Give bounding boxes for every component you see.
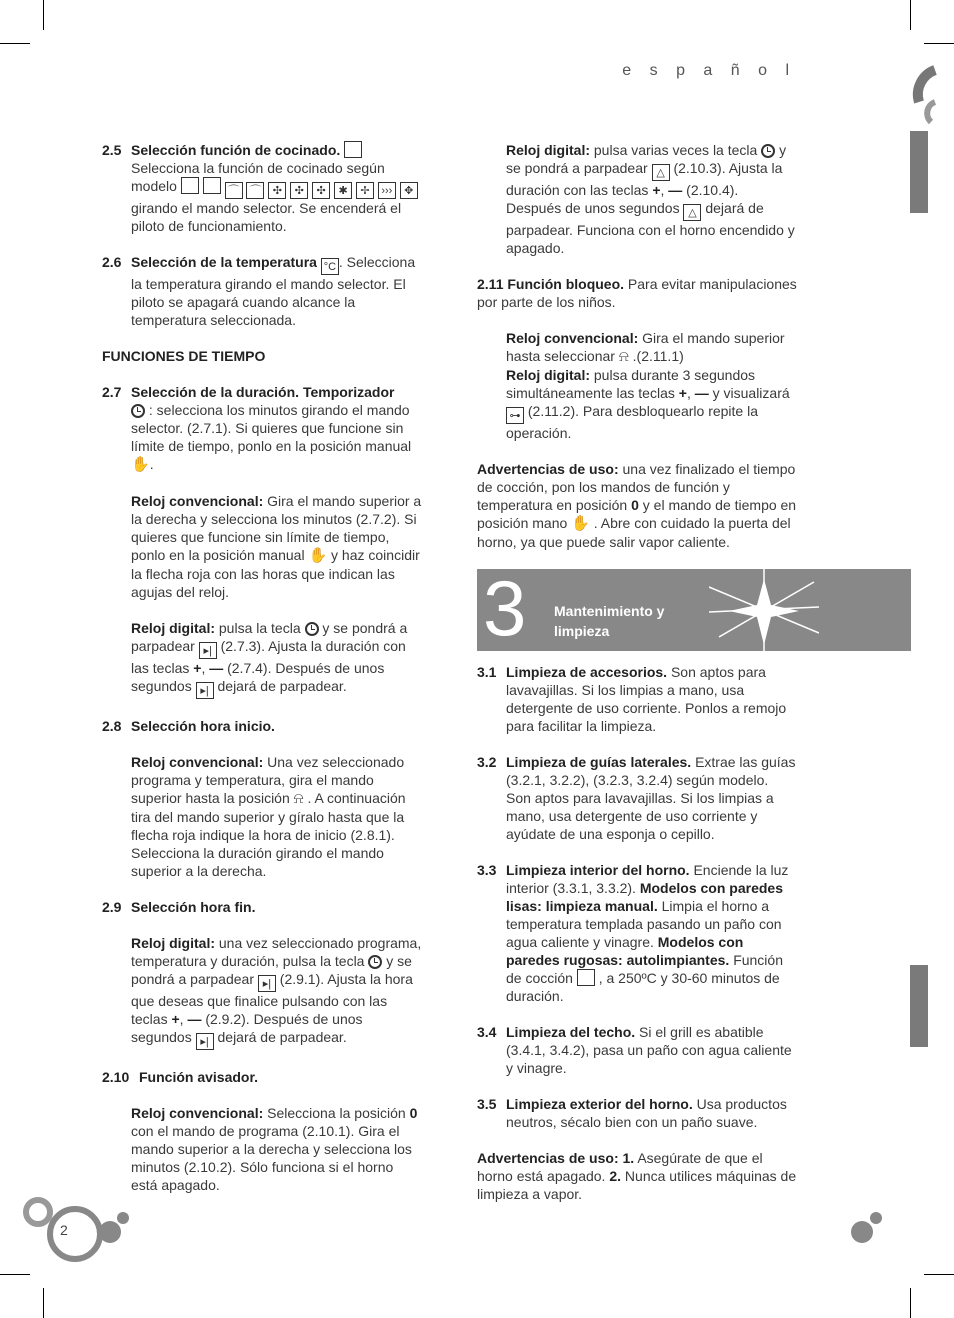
section-2-6: 2.6 Selección de la temperatura °C . Selecciona la temperatura girando el mando selector. El piloto se apagará cuando alcance la temperatura seleccionada. [102, 254, 416, 328]
crop-mark [910, 1288, 911, 1318]
bottom-heat-icon [181, 177, 199, 194]
end-time-icon: ▸| [258, 975, 276, 992]
section-title: Mantenimiento y limpieza [554, 603, 665, 639]
page-number: 2 [60, 1222, 68, 1238]
hand-icon: ✋ [571, 515, 590, 532]
fan-icon: ✣ [268, 182, 286, 199]
heading-time-functions: FUNCIONES DE TIEMPO [102, 348, 266, 364]
clock-icon [305, 622, 319, 636]
section-2-8: 2.8 Selección hora inicio. Reloj convencional: Una vez seleccionado programa y temperatura, gira el mando superior hasta la posición ⍾ . A continuación tira del mando superior y gíralo hasta que la flecha roja indique la hora de inicio (2.8.1). Selecciona la duración girando el mando superior a la derecha. [102, 718, 406, 879]
section-number: 3 [483, 564, 527, 652]
decor-circle-icon [905, 62, 954, 132]
plus-icon: + [171, 1011, 180, 1027]
clock-icon [368, 955, 382, 969]
duration-icon: ▸| [196, 682, 214, 699]
crop-mark [0, 1274, 30, 1275]
crop-mark [924, 1274, 954, 1275]
crop-mark [924, 43, 954, 44]
right-column-lower [477, 663, 797, 1203]
plus-icon: + [652, 182, 661, 198]
cooking-function-icon [344, 141, 362, 158]
eco-icon: ››› [378, 182, 396, 199]
fan-grill-icon: ✣ [290, 182, 308, 199]
crop-mark [910, 0, 911, 30]
clock-icon [761, 144, 775, 158]
bell-icon: ⍾ [618, 348, 629, 365]
section-2-11: 2.11 Función bloqueo. Para evitar manipulaciones por parte de los niños. Reloj convencional: Gira el mando superior hasta seleccionar ⍾ .(2.11.1) Reloj digital: pulsa durante 3 segundos simultáneamente las teclas +, — y visualizará ⊶ (2.11.2). Para desbloquearlo repite la operación. [477, 276, 797, 441]
duration-icon: ▸| [199, 642, 217, 659]
section-3-header [477, 564, 911, 652]
warning-2: Advertencias de uso: 1. Asegúrate de que el horno está apagado. 2. Nunca utilices máquinas de limpieza a vapor. [477, 1150, 797, 1202]
fan-heat-icon: ✣ [312, 182, 330, 199]
bell-display-icon: △ [652, 164, 670, 181]
warning-1: Advertencias de uso: una vez finalizado el tiempo de cocción, pon los mandos de función y temperatura en posición 0 y el mando de tiempo en posición mano ✋ . Abre con cuidado la puerta del horno, ya que puede salir vapor caliente. [477, 461, 797, 550]
section-3-5: 3.5 Limpieza exterior del horno. Usa productos neutros, sécalo bien con un paño suave. [477, 1096, 787, 1130]
crop-mark [0, 43, 30, 44]
hand-icon: ✋ [131, 456, 150, 473]
crop-mark [43, 0, 44, 30]
pizza-icon: ✥ [400, 182, 418, 199]
crop-mark [43, 1288, 44, 1318]
defrost-icon: ✱ [334, 182, 352, 199]
section-3-4: 3.4 Limpieza del techo. Si el grill es abatible (3.4.1, 3.4.2), pasa un paño con agua caliente y vinagre. [477, 1024, 792, 1076]
plus-icon: + [678, 385, 687, 401]
section-2-9: 2.9 Selección hora fin. Reloj digital: una vez seleccionado programa, temperatura y duración, pulsa la tecla y se pondrá a parpadear ▸| (2.9.1). Ajusta la hora que deseas que finalice pulsando con las teclas +, — (2.9.2). Después de unos segundos ▸| dejará de parpadear. [102, 899, 422, 1048]
language-label: e s p a ñ o l [622, 62, 796, 79]
turbo-icon: ✢ [356, 182, 374, 199]
grill-icon: ⌒ [225, 182, 243, 199]
cooking-function-icon [577, 969, 595, 986]
key-lock-icon: ⊶ [506, 407, 524, 424]
grill-wide-icon: ⌒ [246, 182, 264, 199]
clock-icon [131, 404, 145, 418]
minus-icon: — [187, 1011, 202, 1027]
hand-icon: ✋ [308, 547, 328, 564]
minus-icon: — [694, 385, 709, 401]
section-3-3: 3.3 Limpieza interior del horno. Enciende la luz interior (3.3.1, 3.3.2). Modelos con paredes lisas: limpieza manual. Limpia el horno a temperatura templada pasando un paño con agua caliente y vinagre. Modelos con paredes rugosas: autolimpiantes. Función de cocción , a 250ºC y 30-60 minutos de duración. [477, 862, 789, 1004]
minus-icon: — [668, 182, 683, 198]
section-2-7: 2.7 Selección de la duración. Temporizador : selecciona los minutos girando el mando selector. (2.7.1). Si quieres que funcione sin límite de tiempo, ponlo en la posición manual ✋. Reloj convencional: Gira el mando superior a la derecha y selecciona los minutos (2.7.2). Si quieres que funcione sin límite de tiempo, ponlo en la posición manual ✋ y haz coincidir la flecha roja con las horas que indican las agujas del reloj. Reloj digital: pulsa la tecla y se pondrá a parpadear ▸| (2.7.3). Ajusta la duración con las teclas +, — (2.7.4). Después de unos segundos ▸| dejará de parpadear. [102, 384, 422, 697]
end-time-icon: ▸| [196, 1033, 214, 1050]
bell-icon: ⍾ [293, 790, 304, 807]
section-2-10-digital: Reloj digital: pulsa varias veces la tecla y se pondrá a parpadear △ (2.10.3). Ajusta la duración con las teclas +, — (2.10.4). Después de unos segundos △ dejará de parpadear. Funciona con el horno encendido y apagado. [506, 142, 795, 256]
section-3-2: 3.2 Limpieza de guías laterales. Extrae las guías (3.2.1, 3.2.2), (3.2.3, 3.2.4) según modelo. Son aptos para lavavajillas. Si los limpias a mano, usa detergente de uso corriente y ayúdate de una esponja o cepillo. [477, 754, 796, 842]
minus-icon: — [209, 660, 224, 676]
side-tab [910, 965, 928, 1047]
temperature-icon: °C [321, 258, 339, 275]
section-3-1: 3.1 Limpieza de accesorios. Son aptos para lavavajillas. Si los limpias a mano, usa detergente de uso corriente. Ponlos a remojo para facilitar la limpieza. [477, 664, 787, 734]
left-column [102, 141, 422, 1212]
bell-display-icon: △ [683, 204, 701, 221]
right-column [477, 141, 797, 569]
page-number-circle-icon [20, 1190, 135, 1270]
plus-icon: + [193, 660, 202, 676]
top-bottom-heat-icon [203, 177, 221, 194]
decor-dots-icon [848, 1208, 888, 1248]
sparkle-icon [709, 567, 819, 653]
section-2-10: 2.10 Función avisador. Reloj convencional: Selecciona la posición 0 con el mando de programa (2.10.1). Gira el mando superior a la derecha y selecciona los minutos (2.10.2). Sólo funciona si el horno está apagado. [102, 1069, 418, 1193]
section-2-5: 2.5 Selección función de cocinado. Selecciona la función de cocinado según modelo ⌒ ⌒ ✣ ✣ ✣ ✱ ✢ ››› ✥ girando el mando selector. Se encenderá el piloto de funcionamiento. [102, 141, 422, 235]
side-tab [910, 131, 928, 213]
